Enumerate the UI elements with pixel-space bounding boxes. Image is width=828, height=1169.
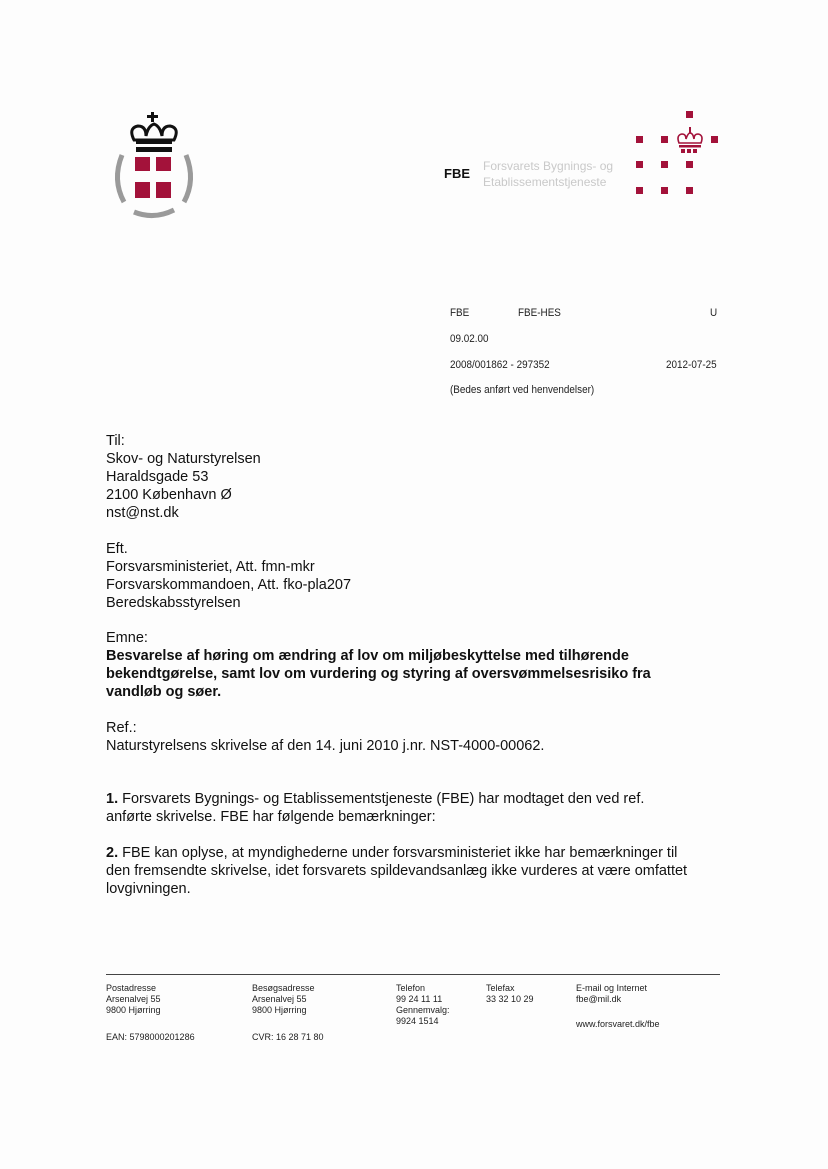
cc-label: Eft. — [106, 541, 128, 557]
footer-line: 9800 Hjørring — [252, 1005, 307, 1015]
subject-block — [106, 629, 651, 701]
footer-phone — [396, 983, 450, 1027]
footer-website[interactable]: www.forsvaret.dk/fbe — [576, 1019, 660, 1029]
paragraph-text: FBE kan oplyse, at myndighederne under forsvarsministeriet ikke har bemærkninger til — [118, 845, 678, 861]
cc-line: Beredskabsstyrelsen — [106, 595, 241, 611]
fbe-abbreviation: FBE — [444, 166, 470, 181]
cc-block — [106, 540, 351, 612]
footer-title: E-mail og Internet — [576, 983, 648, 993]
meta-note: (Bedes anført ved henvendelser) — [450, 384, 595, 396]
footer-visit — [252, 983, 315, 1016]
paragraph-number: 1. — [106, 791, 119, 807]
footer-line: 9800 Hjørring — [106, 1005, 161, 1015]
footer-title: Telefax — [486, 983, 515, 993]
meta-case-number: 2008/001862 - 297352 — [450, 359, 550, 371]
paragraph-line — [106, 790, 644, 808]
footer-line: Arsenalvej 55 — [252, 994, 307, 1004]
subject-line: vandløb og søer. — [106, 684, 222, 700]
recipient-city: 2100 København Ø — [106, 487, 232, 503]
paragraph-2 — [106, 844, 687, 898]
cc-line: Forsvarskommandoen, Att. fko-pla207 — [106, 577, 352, 593]
meta-classification: U — [710, 307, 718, 319]
cc-line: Forsvarsministeriet, Att. fmn-mkr — [106, 559, 315, 575]
organisation-name-line1: Forsvarets Bygnings- og — [483, 159, 614, 173]
footer-line: 99 24 11 11 — [396, 994, 443, 1004]
footer-email — [576, 983, 647, 1005]
footer-cvr: CVR: 16 28 71 80 — [252, 1032, 324, 1042]
footer-line: 33 32 10 29 — [486, 994, 534, 1004]
paragraph-1 — [106, 790, 644, 826]
defence-coat-of-arms-logo — [106, 110, 202, 222]
reference-label: Ref.: — [106, 720, 137, 736]
footer-divider — [106, 974, 720, 975]
meta-file-code: 09.02.00 — [450, 333, 489, 345]
recipient-street: Haraldsgade 53 — [106, 469, 209, 485]
reference-text: Naturstyrelsens skrivelse af den 14. juni 2010 j.nr. NST-4000-00062. — [106, 738, 545, 754]
paragraph-line: anførte skrivelse. FBE har følgende bemærkninger: — [106, 809, 436, 825]
footer-line: Gennemvalg: — [396, 1005, 450, 1015]
paragraph-line: den fremsendte skrivelse, idet forsvarets spildevandsanlæg ikke vurderes at være omfattet — [106, 863, 688, 879]
subject-label: Emne: — [106, 630, 148, 646]
paragraph-text: Forsvarets Bygnings- og Etablissementstjeneste (FBE) har modtaget den ved ref. — [118, 791, 645, 807]
footer-email-address[interactable]: fbe@mil.dk — [576, 994, 622, 1004]
paragraph-line — [106, 844, 687, 862]
fbe-grid-logo — [615, 105, 735, 205]
recipient-name: Skov- og Naturstyrelsen — [106, 451, 261, 467]
footer-title: Telefon — [396, 983, 426, 993]
footer-fax — [486, 983, 534, 1005]
subject-line: bekendtgørelse, samt lov om vurdering og styring af oversvømmelsesrisiko fra — [106, 666, 651, 682]
organisation-name — [483, 158, 613, 190]
recipient-email: nst@nst.dk — [106, 505, 179, 521]
footer-postal — [106, 983, 161, 1016]
footer-title: Besøgsadresse — [252, 983, 315, 993]
recipient-label: Til: — [106, 433, 125, 449]
meta-date: 2012-07-25 — [666, 359, 717, 371]
footer-title: Postadresse — [106, 983, 157, 993]
paragraph-line: lovgivningen. — [106, 881, 191, 897]
subject-line: Besvarelse af høring om ændring af lov om miljøbeskyttelse med tilhørende — [106, 648, 629, 664]
footer-ean: EAN: 5798000201286 — [106, 1032, 195, 1042]
footer-line: 9924 1514 — [396, 1016, 439, 1026]
meta-sender: FBE — [450, 307, 470, 319]
organisation-name-line2: Etablissementstjeneste — [483, 175, 607, 189]
footer-line: Arsenalvej 55 — [106, 994, 161, 1004]
paragraph-number: 2. — [106, 845, 119, 861]
reference-block — [106, 719, 544, 755]
recipient-block — [106, 432, 261, 522]
meta-department: FBE-HES — [518, 307, 561, 319]
